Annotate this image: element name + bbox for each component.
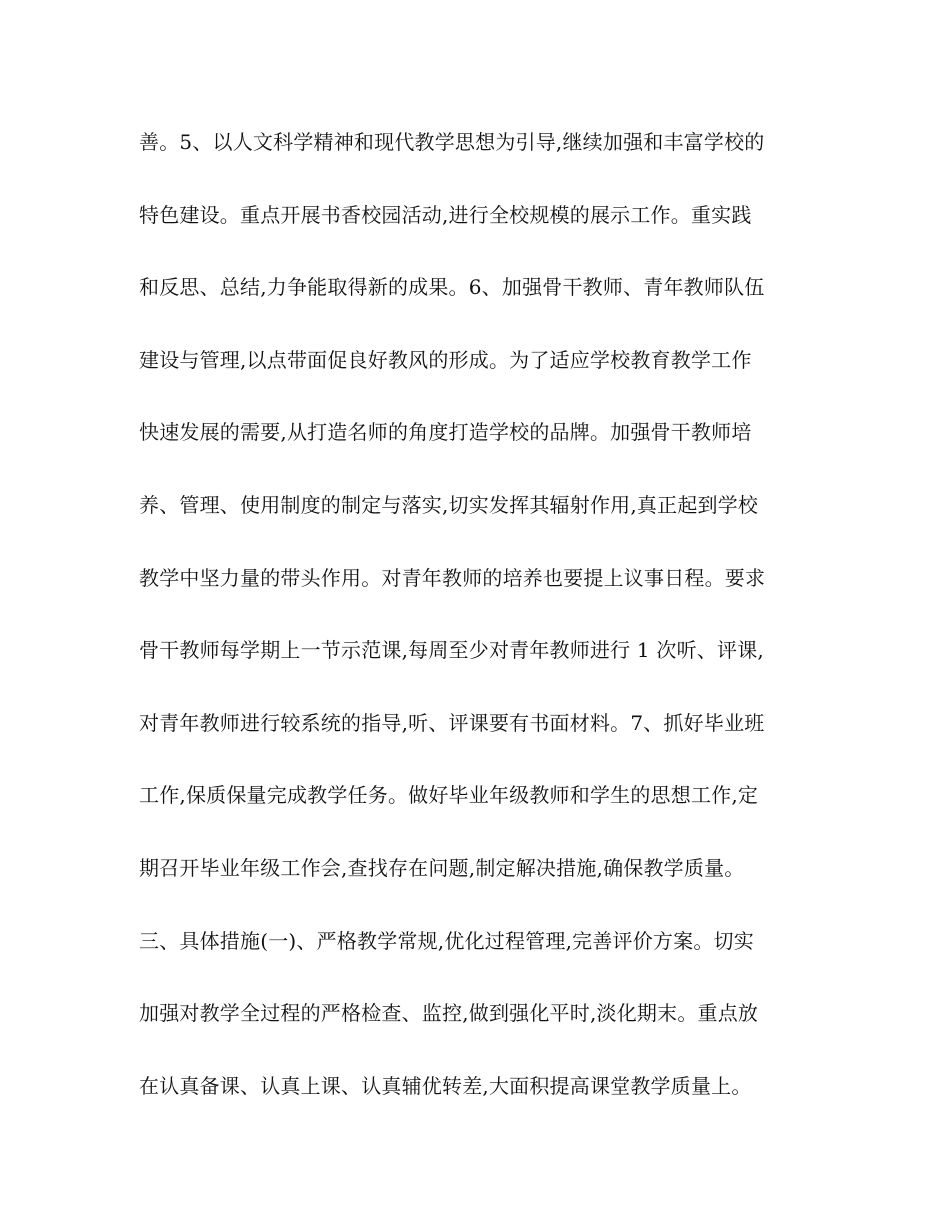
text-line: 建设与管理,以点带面促良好教风的形成。为了适应学校教育教学工作 — [139, 347, 752, 372]
text-line: 善。5、以人文科学精神和现代教学思想为引导,继续加强和丰富学校的 — [139, 130, 765, 154]
text-line: 在认真备课、认真上课、认真辅优转差,大面积提高课堂教学质量上。 — [139, 1073, 752, 1098]
text-line: 教学中坚力量的带头作用。对青年教师的培养也要提上议事日程。要求 — [139, 565, 766, 590]
text-line: 对青年教师进行较系统的指导,听、评课要有书面材料。7、抓好毕业班 — [139, 710, 765, 735]
text-line: 骨干教师每学期上一节示范课,每周至少对青年教师进行 1 次听、评课, — [139, 638, 764, 663]
text-line: 加强对教学全过程的严格检查、监控,做到强化平时,淡化期末。重点放 — [139, 1001, 759, 1026]
text-line: 特色建设。重点开展书香校园活动,进行全校规模的展示工作。重实践 — [139, 202, 752, 227]
text-line: 期召开毕业年级工作会,查找存在问题,制定解决措施,确保教学质量。 — [139, 855, 745, 880]
text-line: 三、具体措施(一)、严格教学常规,优化过程管理,完善评价方案。切实 — [139, 928, 754, 953]
body-text — [139, 122, 829, 1138]
text-line: 和反思、总结,力争能取得新的成果。6、加强骨干教师、青年教师队伍 — [139, 275, 765, 300]
text-line: 养、管理、使用制度的制定与落实,切实发挥其辐射作用,真正起到学校 — [139, 492, 759, 517]
text-line: 工作,保质保量完成教学任务。做好毕业年级教师和学生的思想工作,定 — [139, 783, 759, 808]
text-line: 快速发展的需要,从打造名师的角度打造学校的品牌。加强骨干教师培 — [139, 420, 752, 445]
